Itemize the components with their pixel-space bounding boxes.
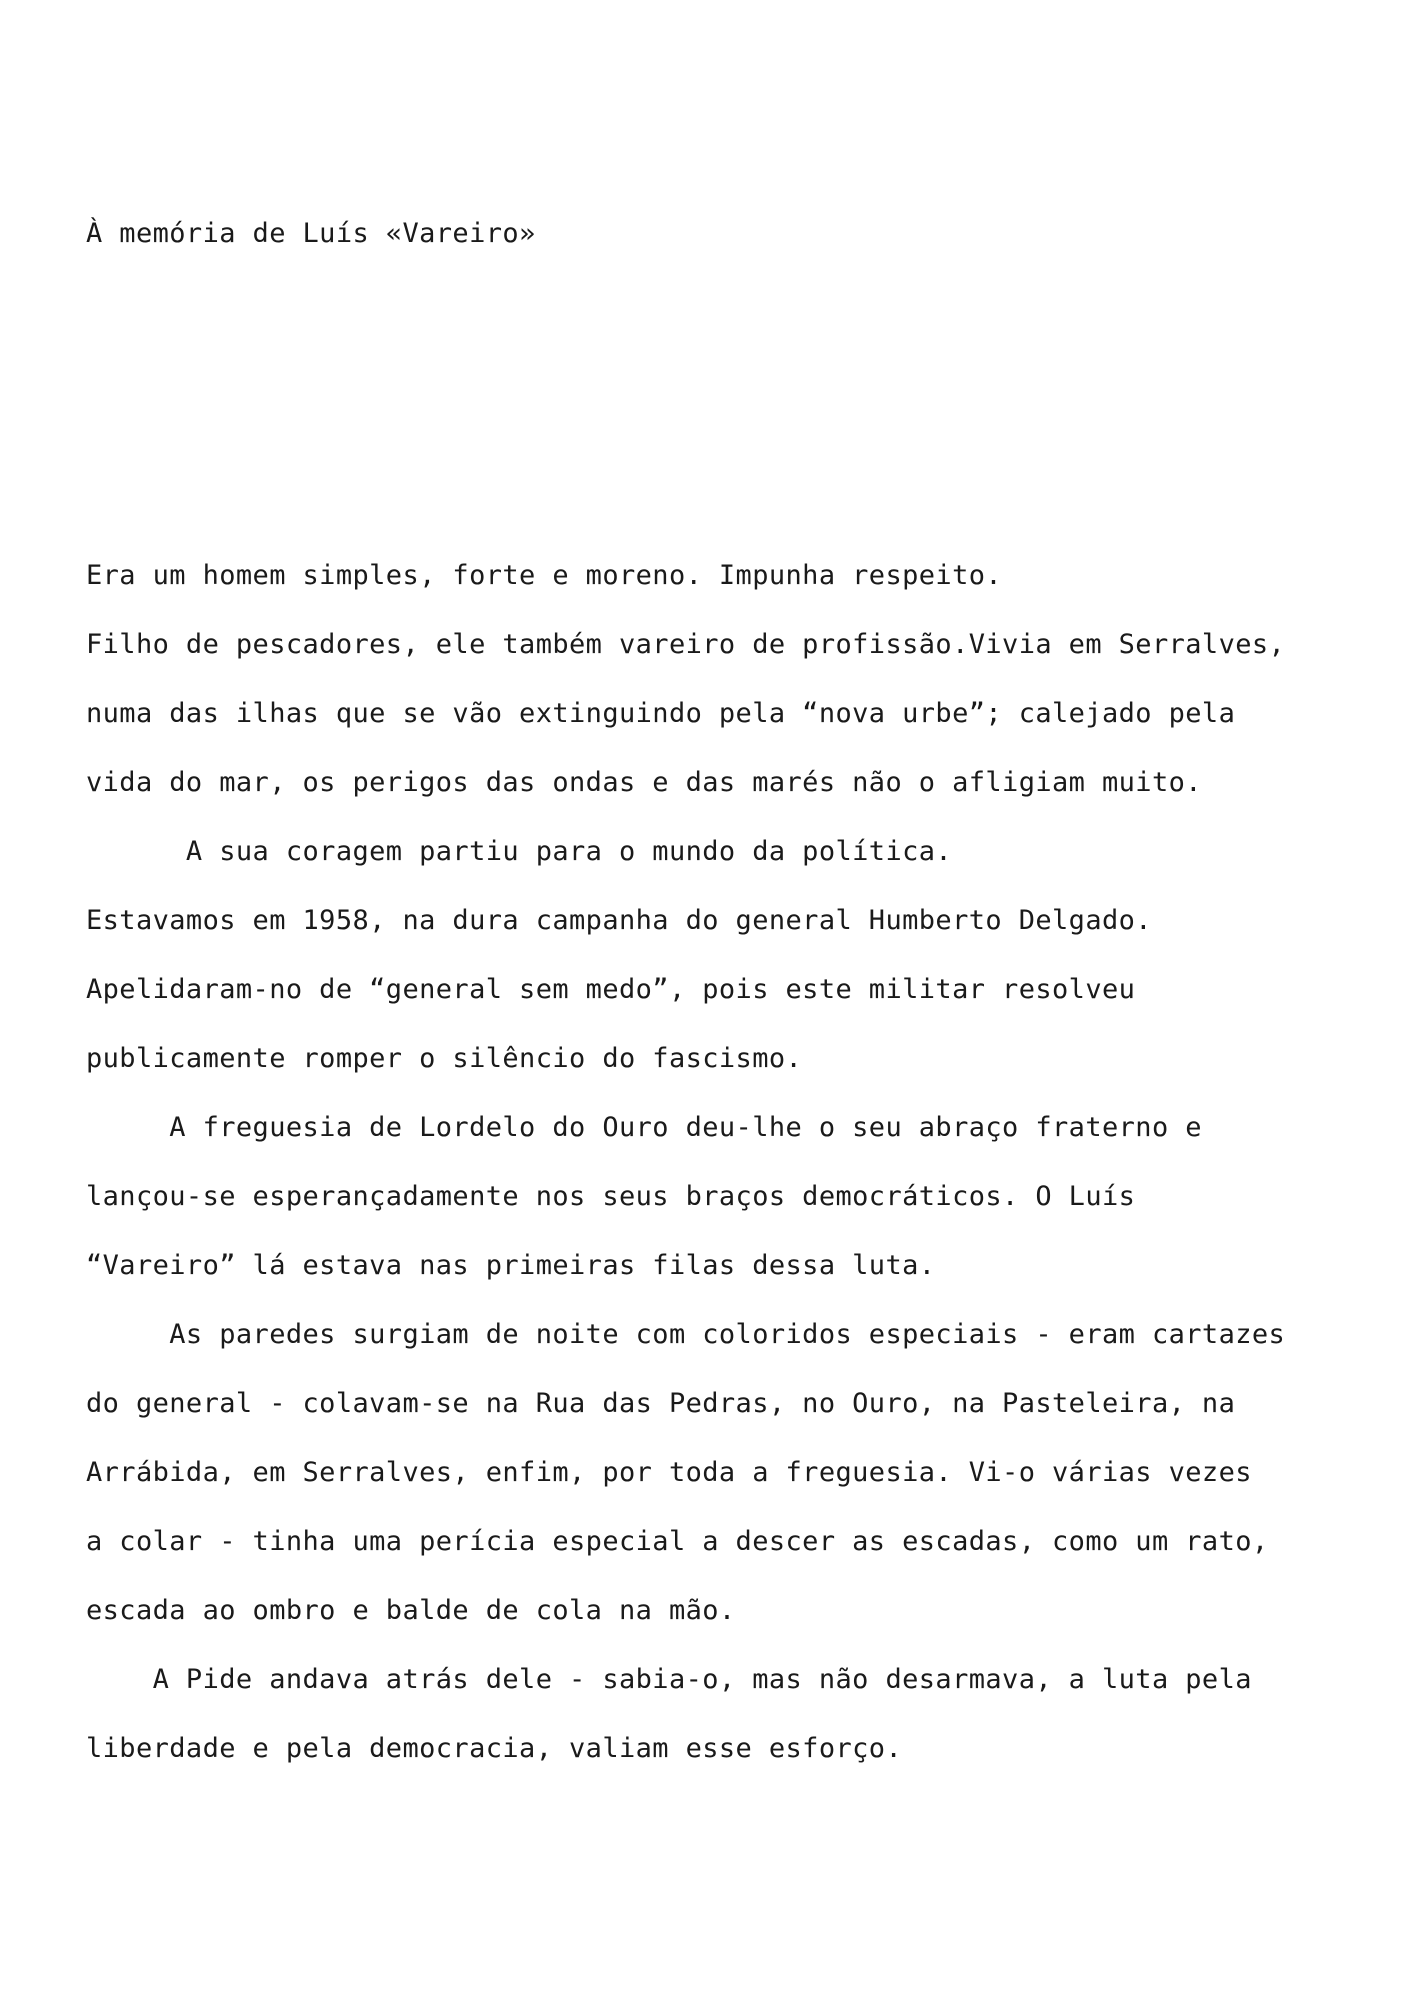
text-line: “Vareiro” lá estava nas primeiras filas dessa luta. [86, 1250, 936, 1281]
text-line: escada ao ombro e balde de cola na mão. [86, 1595, 736, 1626]
text-line: publicamente romper o silêncio do fascismo. [86, 1043, 803, 1074]
text-line: liberdade e pela democracia, valiam esse esforço. [86, 1733, 903, 1764]
text-line: A sua coragem partiu para o mundo da política. [86, 836, 953, 867]
text-line: lançou-se esperançadamente nos seus braços democráticos. O Luís [86, 1181, 1136, 1212]
text-line: a colar - tinha uma perícia especial a descer as escadas, como um rato, [86, 1526, 1269, 1557]
body-text [86, 556, 1386, 1798]
text-line: Arrábida, em Serralves, enfim, por toda a freguesia. Vi-o várias vezes [86, 1457, 1252, 1488]
text-line: As paredes surgiam de noite com coloridos especiais - eram cartazes [86, 1319, 1286, 1350]
text-line: Era um homem simples, forte e moreno. Impunha respeito. [86, 560, 1003, 591]
text-line: Estavamos em 1958, na dura campanha do general Humberto Delgado. [86, 905, 1152, 936]
text-line: numa das ilhas que se vão extinguindo pela “nova urbe”; calejado pela [86, 698, 1236, 729]
text-line: A freguesia de Lordelo do Ouro deu-lhe o seu abraço fraterno e [86, 1112, 1202, 1143]
text-line: vida do mar, os perigos das ondas e das marés não o afligiam muito. [86, 767, 1202, 798]
text-line: Filho de pescadores, ele também vareiro de profissão.Vivia em Serralves, [86, 629, 1286, 660]
text-line: do general - colavam-se na Rua das Pedras, no Ouro, na Pasteleira, na [86, 1388, 1236, 1419]
text-line: Apelidaram-no de “general sem medo”, pois este militar resolveu [86, 974, 1136, 1005]
dedication: À memória de Luís «Vareiro» [86, 218, 536, 249]
text-line: A Pide andava atrás dele - sabia-o, mas não desarmava, a luta pela [86, 1664, 1252, 1695]
